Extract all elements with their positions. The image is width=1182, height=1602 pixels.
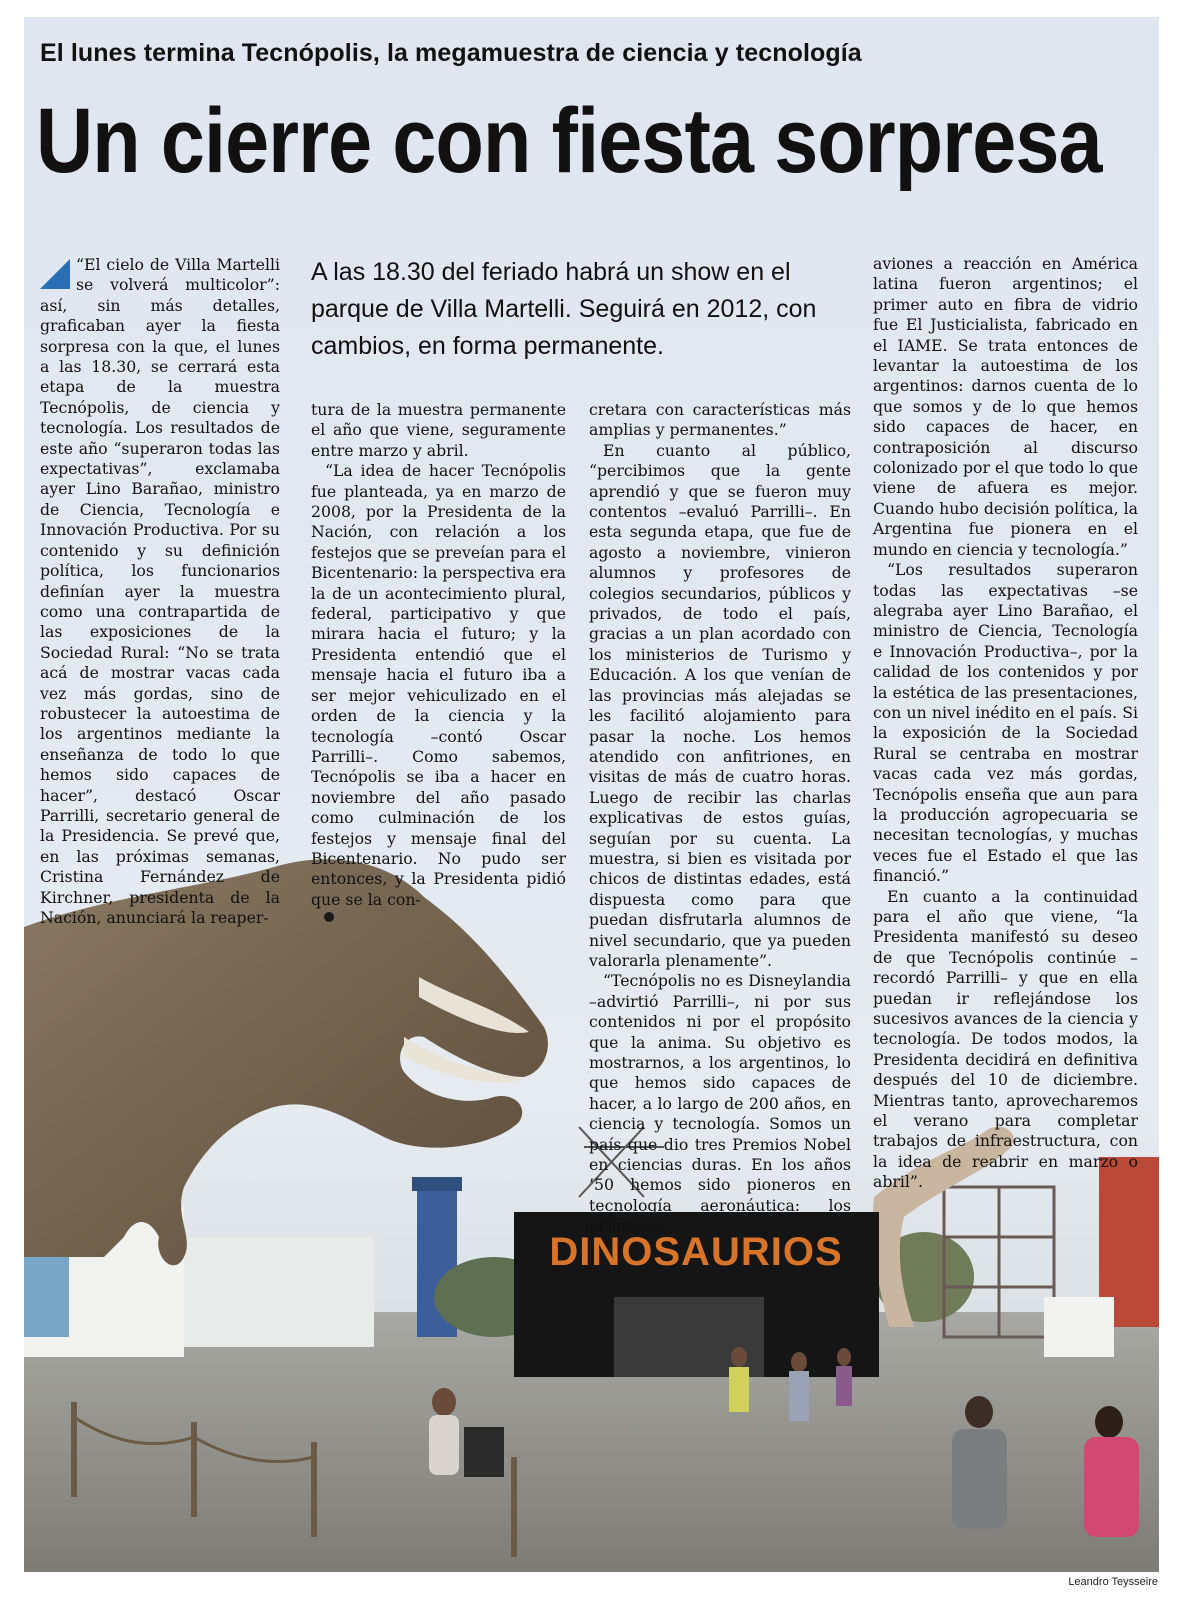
- newspaper-page: [24, 17, 1159, 1572]
- dinosaurios-sign: DINOSAURIOS: [549, 1230, 843, 1274]
- article-column-1: “El cielo de Villa Martelli se volverá multicolor”: así, sin más detalles, graficaban ayer la fiesta sorpresa con la que, el lunes a las 18.30, se cerrará esta etapa de la muestra Tecnópolis, de ciencia y tecnología. Los resultados de este año “superaron todas las expectativas”, exclamaba ayer Lino Barañao, ministro de Ciencia, Tecnología e Innovación Productiva. Por su contenido y su definición política, los funcionarios definían ayer la muestra como una contrapartida de las exposiciones de la Sociedad Rural: “No se trata acá de mostrar vacas cada vez más gordas, sino de robustecer la autoestima de los argentinos mediante la enseñanza de todo lo que hemos sido capaces de hacer”, destacó Oscar Parrilli, secretario general de la Presidencia. Se prevé que, en las próximas semanas, Cristina Fernández de Kirchner, presidenta de la Nación, anunciará la reaper-: [40, 255, 280, 927]
- headline: Un cierre con fiesta sorpresa: [36, 90, 1102, 192]
- photo-credit: Leandro Teysseire: [1068, 1576, 1158, 1588]
- drop-marker: [40, 259, 70, 289]
- article-column-4: aviones a reacción en América latina fueron argentinos; el primer auto en fibra de vidrio fue El Justicialista, fabricado en el IAME. Se trata entonces de levantar la autoestima de los argentinos: darnos cuenta de lo que somos y de lo que hemos sido capaces de hacer, en contraposición al discurso colonizado por el que todo lo que viene de afuera es mejor. Cuando hubo decisión política, la Argentina fue pionera en el mundo en ciencia y tecnología.” “Los resultados superaron todas las expectativas –se alegraba ayer Lino Barañao, el ministro de Ciencia, Tecnología e Innovación Productiva–, por la calidad de los contenidos y por la estética de las presentaciones, con un nivel inédito en el país. Si la exposición de la Sociedad Rural se centraba en mostrar vacas cada vez más gordas, Tecnópolis enseña que aun para la producción agropecuaria se necesitan tecnologías, y muchas veces fue el Estado el que las financió.” En cuanto a la continuidad para el año que viene, “la Presidenta manifestó su deseo de que Tecnópolis continúe –recordó Parrilli– y que en ella puedan ir reflejándose los sucesivos avances de la ciencia y tecnología. De todos modos, la Presidenta decidirá en definitiva después del 10 de diciembre. Mientras tanto, aprovecharemos el verano para completar trabajos de infraestructura, con la idea de reabrir en marzo o abril”.: [873, 254, 1138, 1192]
- article-column-3: cretara con características más amplias y permanentes.” En cuanto al público, “percibimos que la gente aprendió y que se fueron muy contentos –evaluó Parrilli–. En esta segunda etapa, que fue de agosto a noviembre, vinieron alumnos y profesores de colegios secundarios, públicos y privados, de todo el país, gracias a un plan acordado con los ministerios de Turismo y Educación. A los que venían de las provincias más alejadas se les facilitó alojamiento para pasar la noche. Los hemos atendido con anfitriones, en visitas de más de cuatro horas. Luego de recibir las charlas explicativas de estos guías, seguían por su cuenta. La muestra, si bien es visitada por chicos de distintas edades, está dispuesta como para que puedan disfrutarla alumnos de nivel secundario, que ya pueden valorarla plenamente”. “Tecnópolis no es Disneylandia –advirtió Parrilli–, ni por sus contenidos ni por el propósito que la anima. Su objetivo es mostrarnos, a los argentinos, lo que hemos sido capaces de hacer, a lo largo de 200 años, en ciencia y tecnología. Somos un país que dio tres Premios Nobel en ciencias duras. En los años ’50 hemos sido pioneros en tecnología aeronáutica: los primeros: [589, 400, 851, 1236]
- article-column-2: tura de la muestra permanente el año que viene, seguramente entre marzo y abril. “La idea de hacer Tecnópolis fue planteada, ya en marzo de 2008, por la Presidenta de la Nación, con relación a los festejos que se preveían para el Bicentenario: la perspectiva era la de un acontecimiento plural, federal, participativo y que mirara hacia el futuro; y la Presidenta entendió que el mensaje hacia el futuro iba a ser mejor vehiculizado en el orden de la ciencia y la tecnología –contó Oscar Parrilli–. Como sabemos, Tecnópolis se iba a hacer en noviembre del año pasado como culminación de los festejos y mensaje final del Bicentenario. No pudo ser entonces, y la Presidenta pidió que se la con-: [311, 400, 566, 909]
- deck: A las 18.30 del feriado habrá un show en el parque de Villa Martelli. Seguirá en 2012, con cambios, en forma permanente.: [311, 258, 817, 360]
- kicker: El lunes termina Tecnópolis, la megamuestra de ciencia y tecnología: [40, 39, 862, 67]
